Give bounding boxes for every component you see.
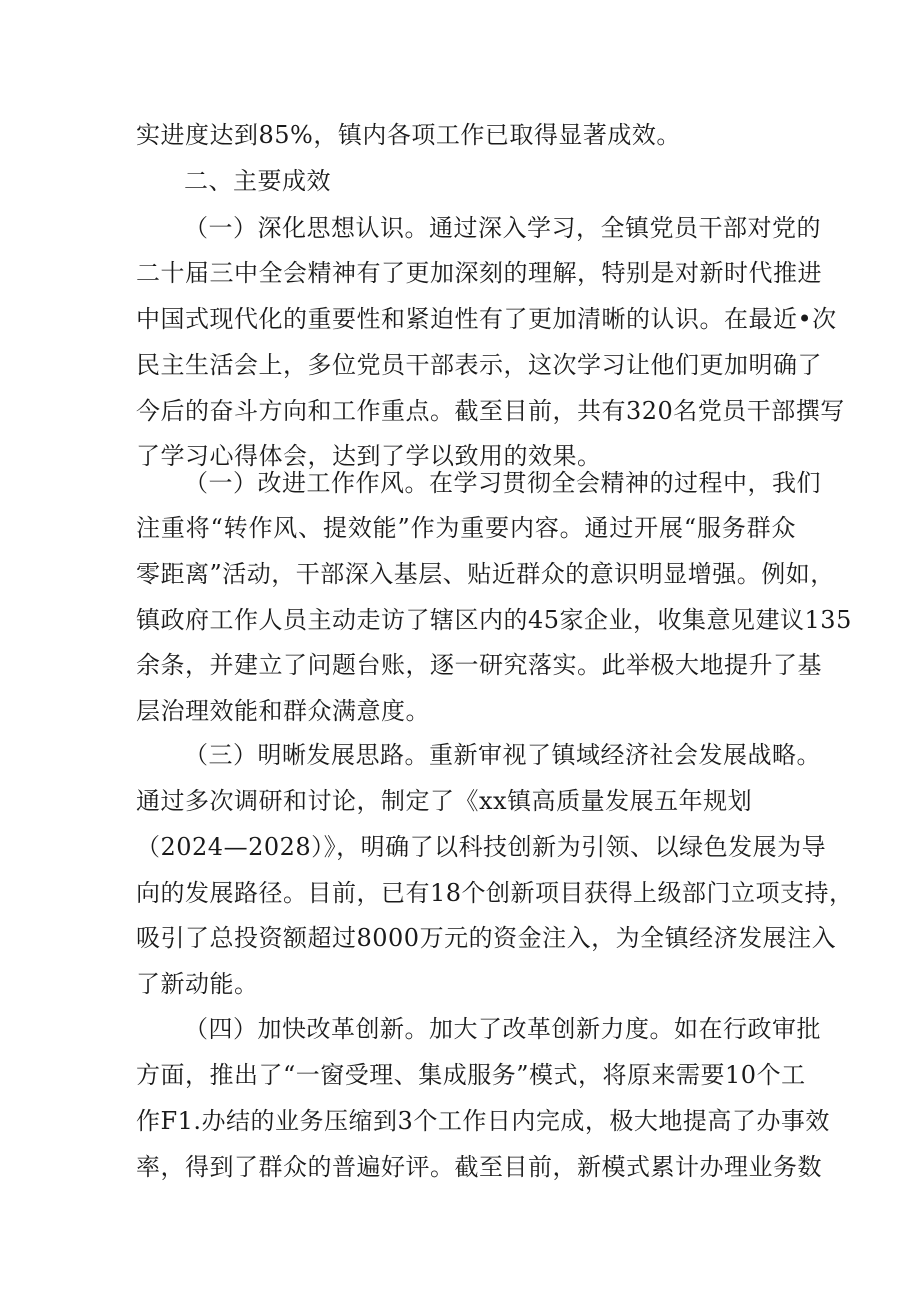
paragraph-4-line-3: 作F1.办结的业务压缩到3个工作日内完成，极大地提高了办事效 (136, 1107, 830, 1135)
paragraph-4-line-4: 率，得到了群众的普遍好评。截至目前，新模式累计办理业务数 (136, 1153, 822, 1181)
paragraph-3-line-1: （三）明晰发展思路。重新审视了镇域经济社会发展战略。 (184, 741, 821, 769)
paragraph-3-line-2: 通过多次调研和讨论，制定了《xx镇高质量发展五年规划 (136, 787, 753, 815)
paragraph-4-line-1: （四）加快改革创新。加大了改革创新力度。如在行政审批 (184, 1015, 821, 1043)
paragraph-1-line-6: 了学习心得体会，达到了学以致用的效果。 (136, 442, 602, 470)
paragraph-3-line-3: （2024—2028）》，明确了以科技创新为引领、以绿色发展为导 (136, 833, 827, 861)
paragraph-1-line-5: 今后的奋斗方向和工作重点。截至目前，共有320名党员干部撰写 (136, 397, 845, 425)
paragraph-3-line-4: 向的发展路径。目前，已有18个创新项目获得上级部门立项支持， (136, 879, 854, 907)
text-line-continuation: 实进度达到85%，镇内各项工作已取得显著成效。 (136, 121, 681, 149)
paragraph-3-line-6: 了新动能。 (136, 970, 259, 998)
paragraph-2-line-4: 镇政府工作人员主动走访了辖区内的45家企业，收集意见建议135 (136, 606, 852, 634)
paragraph-3-line-5: 吸引了总投资额超过8000万元的资金注入，为全镇经济发展注入 (136, 924, 837, 952)
section-heading: 二、主要成效 (184, 167, 331, 195)
paragraph-1-line-2: 二十届三中全会精神有了更加深刻的理解，特别是对新时代推进 (136, 259, 822, 287)
paragraph-1-line-4: 民主生活会上，多位党员干部表示，这次学习让他们更加明确了 (136, 351, 822, 379)
paragraph-4-line-2: 方面，推出了“一窗受理、集成服务”模式，将原来需要10个工 (136, 1061, 806, 1089)
paragraph-2-line-1: （一）改进工作作风。在学习贯彻全会精神的过程中，我们 (184, 469, 821, 497)
paragraph-1-line-3: 中国式现代化的重要性和紧迫性有了更加清晰的认识。在最近•次 (136, 305, 837, 333)
paragraph-2-line-6: 层治理效能和群众满意度。 (136, 697, 430, 725)
paragraph-2-line-3: 零距离”活动，干部深入基层、贴近群众的意识明显增强。例如， (136, 560, 835, 588)
paragraph-2-line-2: 注重将“转作风、提效能”作为重要内容。通过开展“服务群众 (136, 514, 796, 542)
paragraph-2-line-5: 余条，并建立了问题台账，逐一研究落实。此举极大地提升了基 (136, 651, 822, 679)
paragraph-1-line-1: （一）深化思想认识。通过深入学习，全镇党员干部对党的 (184, 214, 821, 242)
